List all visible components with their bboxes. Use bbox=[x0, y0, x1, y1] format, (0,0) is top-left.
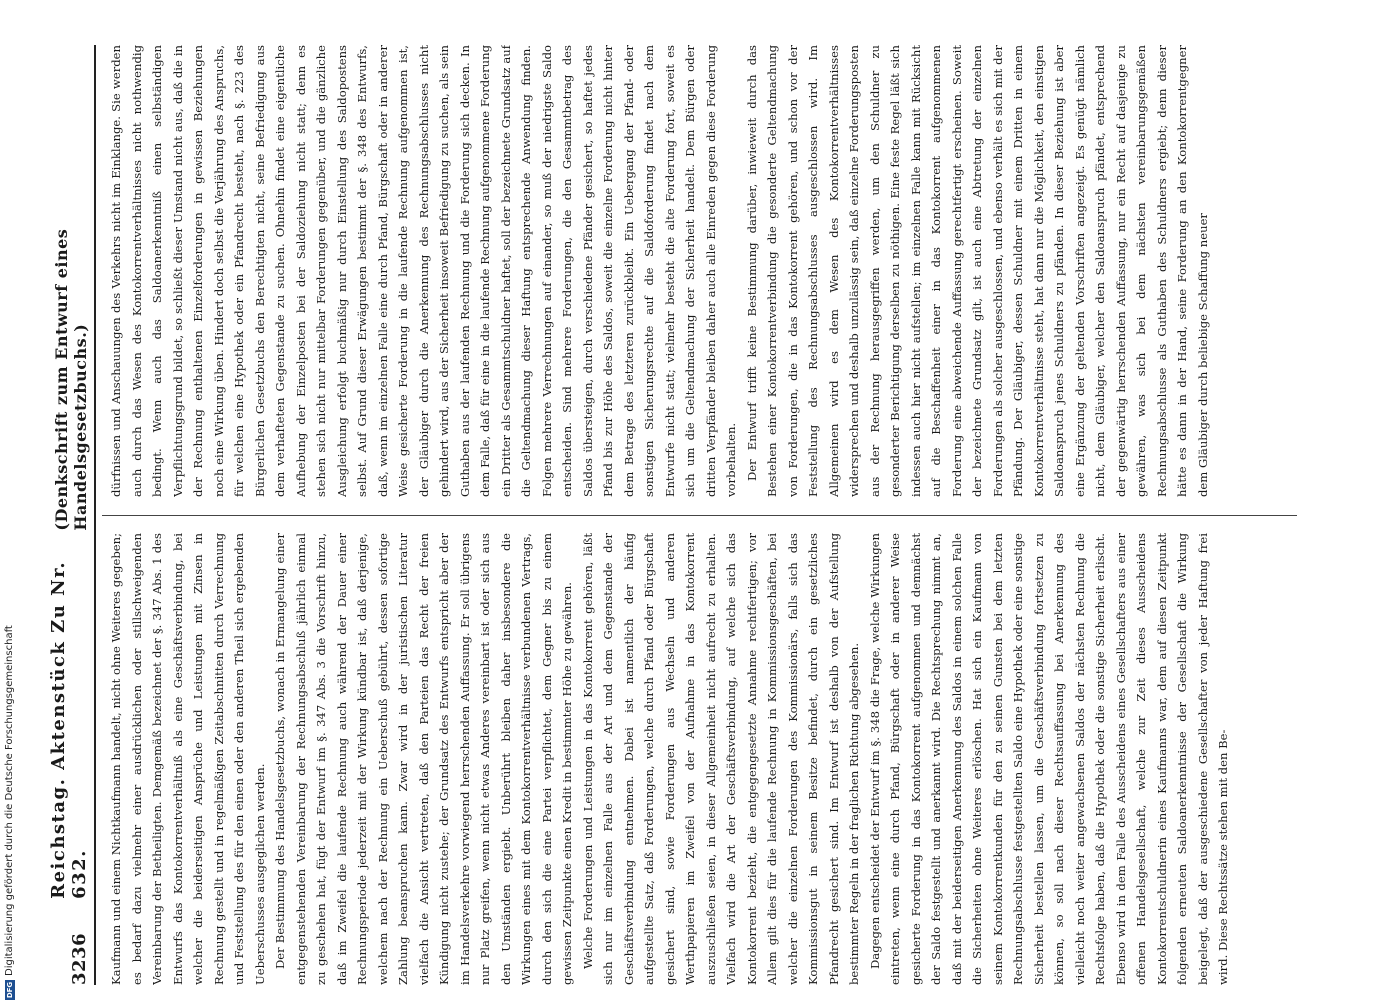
column-divider bbox=[102, 515, 1297, 516]
paragraph: dürfnissen und Anschauungen des Verkehrs nicht im Einklange. Sie werden auch durch das Wesen des Kontokorrentverhältnisses nicht nothwendig bedingt. Wenn auch das Saldoanerkenntniß einen selbständigen Verpflichtungsgrund bildet, so schließt dieser Umstand nicht aus, daß die in der Rechnung enthaltenen Einzelforderungen in gewissen Beziehungen noch eine Wirkung üben. Hindert doch selbst die Verjährung des Anspruchs, für welchen eine Hypothek oder ein Pfandrecht besteht, nach §. 223 des Bürgerlichen Gesetzbuchs den Berechtigten nicht, seine Befriedigung aus dem verhafteten Gegenstande zu suchen. Ohnehin findet eine eigentliche Aufhebung der Einzelposten bei der Saldoziehung nicht statt; denn es stehen sich nicht nur mittelbar Forderungen gegenüber, und die gänzliche Ausgleichung erfolgt buchmäßig nur durch Einstellung des Saldopostens selbst. Auf Grund dieser Erwägungen bestimmt der §. 348 des Entwurfs, daß, wenn im einzelnen Falle eine durch Pfand, Bürgschaft oder in anderer Weise gesicherte Forderung in die laufende Rechnung aufgenommen ist, der Gläubiger durch die Anerkennung des Rechnungsabschlusses nicht gehindert wird, aus der Sicherheit insoweit Befriedigung zu suchen, als sein Guthaben aus der laufenden Rechnung und die Forderung sich decken. In dem Falle, daß für eine in die laufende Rechnung aufgenommene Forderung ein Dritter als Gesammtschuldner haftet, soll der bezeichnete Grundsatz auf die Geltendmachung dieser Haftung entsprechende Anwendung finden. Folgen mehrere Verrechnungen auf einander, so muß der niedrigste Saldo entscheiden. Sind mehrere Forderungen, die den Gesammtbetrag des Saldos übersteigen, durch verschiedene Pfänder gesichert, so haftet jedes Pfand bis zur Höhe des Saldos, soweit die einzelne Forderung nicht hinter dem Betrage des letzteren zurückbleibt. Ein Uebergang der Pfand- oder sonstigen Sicherungsrechte auf die Saldoforderung findet nach dem Entwurfe nicht statt; vielmehr besteht die alte Forderung fort, soweit es sich um die Geltendmachung der Sicherheit handelt. Dem Bürgen oder dritten Verpfänder bleiben daher auch alle Einreden gegen diese Forderung vorbehalten. bbox=[109, 45, 738, 497]
running-subtitle: (Denkschrift zum Entwurf eines Handelsgesetzbuchs.) bbox=[52, 228, 90, 531]
running-title: Reichstag. Aktenstück Zu Nr. 632. bbox=[48, 560, 90, 899]
paragraph: Kaufmann und einem Nichtkaufmann handelt, nicht ohne Weiteres gegeben; es bedarf dazu vielmehr einer ausdrücklichen oder stillschweigenden Vereinbarung der Betheiligten. Demgemäß bezeichnet der §. 347 Abs. 1 des Entwurfs das Kontokorrentverhältniß als eine Geschäftsverbindung, bei welcher die beiderseitigen Ansprüche und Leistungen mit Zinsen in Rechnung gestellt und in regelmäßigen Zeitabschnitten durch Verrechnung und Feststellung des für den einen oder den anderen Theil sich ergebenden Ueberschusses ausgeglichen werden. bbox=[109, 533, 267, 985]
page-header bbox=[50, 45, 90, 985]
rotated-document-page bbox=[50, 45, 1300, 985]
header-rule bbox=[94, 45, 96, 985]
right-text-column bbox=[106, 45, 1296, 497]
digitization-credit bbox=[4, 625, 15, 1000]
dfg-logo-icon: DFG bbox=[5, 981, 14, 999]
paragraph: Welche Forderungen und Leistungen in das Kontokorrent gehören, läßt sich nur im einzelnen Falle aus der Art und dem Gegenstande der Geschäftsverbindung entnehmen. Dabei ist namentlich der häufig aufgestellte Satz, daß Forderungen, welche durch Pfand oder Bürgschaft gesichert sind, sowie Forderungen aus Wechseln und anderen Werthpapieren im Zweifel von der Aufnahme in das Kontokorrent auszuschließen seien, in dieser Allgemeinheit nicht aufrecht zu erhalten. Vielfach wird die Art der Geschäftsverbindung, auf welche sich das Kontokorrent bezieht, die entgegengesetzte Annahme rechtfertigen; vor Allem gilt dies für die laufende Rechnung in Kommissionsgeschäften, bei welcher die einzelnen Forderungen des Kommissionärs, falls sich das Kommissionsgut in seinem Besitze befindet, durch ein gesetzliches Pfandrecht gesichert sind. Im Entwurf ist deshalb von der Aufstellung bestimmter Regeln in der fraglichen Richtung abgesehen. bbox=[580, 533, 861, 985]
paragraph: Der Bestimmung des Handelsgesetzbuchs, wonach in Ermangelung einer entgegenstehenden Vereinbarung der Rechnungsabschluß jährlich einmal zu geschehen hat, fügt der Entwurf im §. 347 Abs. 3 die Vorschrift hinzu, daß im Zweifel die laufende Rechnung auch während der Dauer einer Rechnungsperiode jederzeit mit der Wirkung kündbar ist, daß derjenige, welchem nach der Rechnung ein Ueberschuß gebührt, dessen sofortige Zahlung beanspruchen kann. Zwar wird in der juristischen Literatur vielfach die Ansicht vertreten, daß den Parteien das Recht der freien Kündigung nicht zustehe; der Grundsatz des Entwurfs entspricht aber der im Handelsverkehre vorwiegend herrschenden Auffassung. Er soll übrigens nur Platz greifen, wenn nicht etwas Anderes vereinbart ist oder sich aus den Umständen ergiebt. Unberührt bleiben daher insbesondere die Wirkungen eines mit dem Kontokorrentverhältnisse verbundenen Vertrags, durch den sich die eine Partei verpflichtet, dem Gegner bis zu einem gewissen Zeitpunkte einen Kredit in bestimmter Höhe zu gewähren. bbox=[273, 533, 574, 985]
paragraph: Der Entwurf trifft keine Bestimmung darüber, inwieweit durch das Bestehen einer Kontokorrentverbindung die gesonderte Geltendmachung von Forderungen, die in das Kontokorrent gehören, und schon vor der Feststellung des Rechnungsabschlusses ausgeschlossen wird. Im Allgemeinen wird es dem Wesen des Kontokorrentverhältnisses widersprechen und deshalb unzulässig sein, daß einzelne Forderungsposten aus der Rechnung herausgegriffen werden, um den Schuldner zu gesonderter Berichtigung derselben zu nöthigen. Eine feste Regel läßt sich indessen auch hier nicht aufstellen; im einzelnen Falle kann mit Rücksicht auf die Beschaffenheit einer in das Kontokorrent aufgenommenen Forderung eine abweichende Auffassung gerechtfertigt erscheinen. Soweit der bezeichnete Grundsatz gilt, ist auch eine Abtretung der einzelnen Forderungen als solcher ausgeschlossen, und ebenso verhält es sich mit der Pfändung. Der Gläubiger, dessen Schuldner mit einem Dritten in einem Kontokorrentverhältnisse steht, hat dann nur die Möglichkeit, den einstigen Saldoanspruch jenes Schuldners zu pfänden. In dieser Beziehung ist aber eine Ergänzung der geltenden Vorschriften angezeigt. Es genügt nämlich nicht, dem Gläubiger, welcher den Saldoanspruch pfändet, entsprechend der gegenwärtig herrschenden Auffassung, nur ein Recht auf dasjenige zu gewähren, was sich bei dem nächsten vereinbarungsgemäßen Rechnungsabschlusse als Guthaben des Schuldners ergiebt; denn dieser hätte es dann in der Hand, seine Forderung an den Kontokorrentgegner dem Gläubiger durch beliebige Schaffung neuer bbox=[744, 45, 1210, 497]
left-text-column bbox=[106, 533, 1296, 985]
paragraph: Dagegen entscheidet der Entwurf im §. 348 die Frage, welche Wirkungen eintreten, wenn eine durch Pfand, Bürgschaft oder in anderer Weise gesicherte Forderung in das Kontokorrent aufgenommen und demnächst der Saldo festgestellt und anerkannt wird. Die Rechtsprechung nimmt an, daß mit der beiderseitigen Anerkennung des Saldos in einem solchen Falle die Sicherheiten ohne Weiteres erlöschen. Hat sich ein Kaufmann von seinem Kontokorrentkunden für den zu seinen Gunsten bei dem letzten Rechnungsabschlusse festgestellten Saldo eine Hypothek oder eine sonstige Sicherheit bestellen lassen, um die Geschäftsverbindung fortsetzen zu können, so soll nach dieser Rechtsauffassung bei Anerkennung des vielleicht noch weiter angewachsenen Saldos der nächsten Rechnung die Rechtsfolge haben, daß die Hypothek oder die sonstige Sicherheit erlischt. Ebenso wird in dem Falle des Ausscheidens eines Gesellschafters aus einer offenen Handelsgesellschaft, welche zur Zeit dieses Ausscheidens Kontokorrentschuldnerin eines Kaufmanns war, dem auf diesen Zeitpunkt folgenden erneuten Saldoanerkenntnisse der Gesellschaft die Wirkung beigelegt, daß der ausgeschiedene Gesellschafter von jeder Haftung frei wird. Diese Rechtssätze stehen mit den Be- bbox=[867, 533, 1230, 985]
credit-text: Digitalisierung gefördert durch die Deutsche Forschungsgemeinschaft bbox=[4, 625, 15, 976]
page-number: 3236 bbox=[69, 932, 90, 985]
